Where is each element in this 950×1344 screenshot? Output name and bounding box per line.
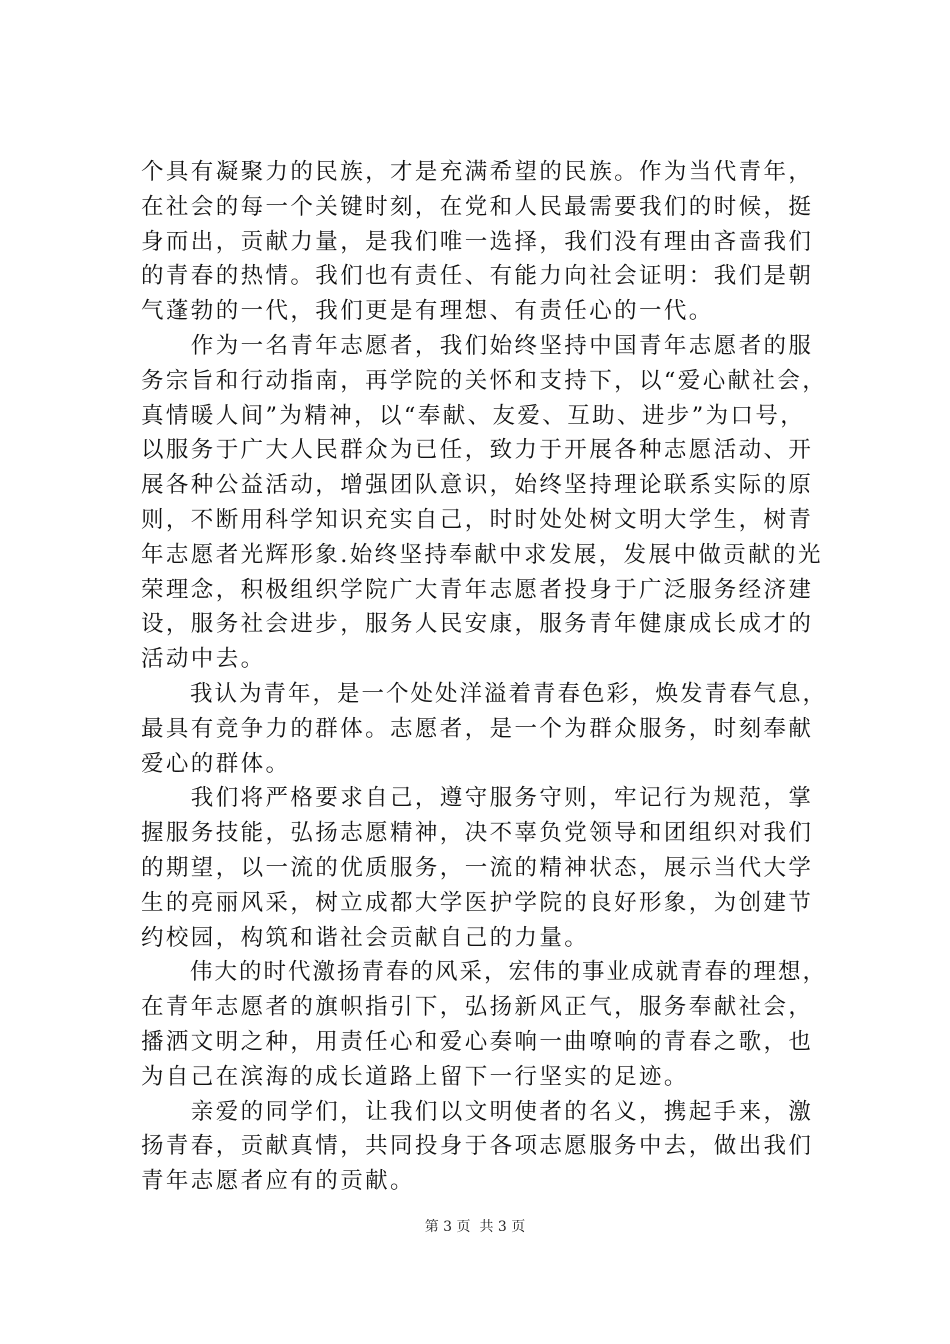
- text-line: 则，不断用科学知识充实自己，时时处处树文明大学生，树青: [141, 506, 814, 533]
- text-line: 生的亮丽风采，树立成都大学医护学院的良好形象，为创建节: [141, 889, 814, 916]
- text-line: 真情暖人间”为精神，以“奉献、友爱、互助、进步”为口号，: [141, 402, 806, 429]
- text-line: 在社会的每一个关键时刻，在党和人民最需要我们的时候，挺: [141, 193, 814, 220]
- text-line: 最具有竞争力的群体。志愿者，是一个为群众服务，时刻奉献: [141, 715, 814, 742]
- text-line: 务宗旨和行动指南，再学院的关怀和支持下，以“爱心献社会，: [141, 367, 828, 394]
- text-line: 的青春的热情。我们也有责任、有能力向社会证明：我们是朝: [141, 263, 814, 290]
- page-footer: 第 3 页 共 3 页: [424, 1219, 526, 1235]
- text-line: 亲爱的同学们，让我们以文明使者的名义，携起手来，激: [141, 1098, 814, 1125]
- text-line: 扬青春，贡献真情，共同投身于各项志愿服务中去，做出我们: [141, 1133, 814, 1160]
- text-line: 个具有凝聚力的民族，才是充满希望的民族。作为当代青年，: [141, 159, 814, 185]
- text-line: 以服务于广大人民群众为已任，致力于开展各种志愿活动、开: [141, 437, 814, 464]
- text-line: 为自己在滨海的成长道路上留下一行坚实的足迹。: [141, 1063, 689, 1090]
- text-line: 握服务技能，弘扬志愿精神，决不辜负党领导和团组织对我们: [141, 820, 814, 847]
- text-line: 荣理念，积极组织学院广大青年志愿者投身于广泛服务经济建: [141, 576, 814, 603]
- text-line: 年志愿者光辉形象.始终坚持奉献中求发展，发展中做贡献的光: [141, 541, 823, 568]
- text-line: 活动中去。: [141, 646, 266, 673]
- text-line: 的期望，以一流的优质服务，一流的精神状态，展示当代大学: [141, 854, 814, 881]
- text-line: 爱心的群体。: [141, 750, 291, 777]
- text-line: 伟大的时代激扬青春的风采，宏伟的事业成就青春的理想，: [141, 959, 828, 986]
- text-line: 设，服务社会进步，服务人民安康，服务青年健康成长成才的: [141, 611, 814, 638]
- text-line: 气蓬勃的一代，我们更是有理想、有责任心的一代。: [141, 298, 714, 325]
- body-text: [141, 155, 831, 1199]
- text-line: 青年志愿者应有的贡献。: [141, 1168, 415, 1195]
- text-line: 身而出，贡献力量，是我们唯一选择，我们没有理由吝啬我们: [141, 228, 814, 255]
- text-line: 播洒文明之种，用责任心和爱心奏响一曲嘹响的青春之歌，也: [141, 1028, 814, 1055]
- text-line: 我认为青年，是一个处处洋溢着青春色彩，焕发青春气息，: [141, 680, 828, 707]
- text-line: 约校园，构筑和谐社会贡献自己的力量。: [141, 924, 590, 951]
- text-line: 在青年志愿者的旗帜指引下，弘扬新风正气，服务奉献社会，: [141, 994, 814, 1021]
- text-line: 展各种公益活动，增强团队意识，始终坚持理论联系实际的原: [141, 472, 814, 499]
- text-line: 作为一名青年志愿者，我们始终坚持中国青年志愿者的服: [141, 332, 814, 359]
- text-line: 我们将严格要求自己，遵守服务守则，牢记行为规范，掌: [141, 785, 814, 812]
